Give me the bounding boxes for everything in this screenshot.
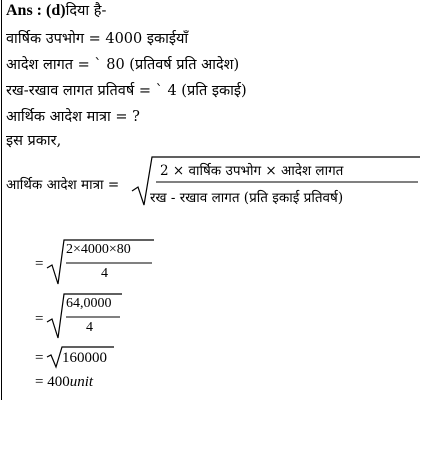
step2-equals: = (35, 311, 44, 327)
given-ordering-cost: आदेश लागत = ` 80 (प्रतिवर्ष प्रति आदेश) (6, 57, 240, 73)
result-value: 400 (47, 374, 70, 390)
formula-numerator: 2 × वार्षिक उपभोग × आदेश लागत (160, 163, 344, 179)
answer-label: Ans : (d) (6, 2, 66, 19)
step2-denominator: 4 (86, 320, 93, 335)
left-margin-rule (1, 0, 2, 400)
given-eoq-question: आर्थिक आदेश मात्रा = ? (6, 109, 140, 125)
step2-numerator: 64,0000 (66, 296, 112, 311)
thus-text: इस प्रकार, (6, 133, 62, 149)
answer-header (6, 2, 106, 20)
formula-denominator: रख - रखाव लागत (प्रति इकाई प्रतिवर्ष) (150, 190, 344, 206)
result-row (35, 374, 93, 391)
eoq-formula-label: आर्थिक आदेश मात्रा = (6, 177, 120, 193)
step1-denominator: 4 (101, 266, 108, 281)
given-holding-cost: रख-रखाव लागत प्रतिवर्ष = ` 4 (प्रति इकाई) (6, 83, 247, 99)
step3-value: 160000 (62, 350, 107, 366)
result-unit: unit (69, 374, 94, 390)
given-label: दिया है- (65, 3, 107, 19)
given-annual-consumption: वार्षिक उपभोग = 4000 इकाईयाँ (6, 31, 189, 47)
result-equals: = (35, 374, 44, 390)
step3-equals: = (35, 350, 44, 366)
step1-numerator: 2×4000×80 (66, 242, 131, 257)
step1-equals: = (35, 256, 44, 272)
